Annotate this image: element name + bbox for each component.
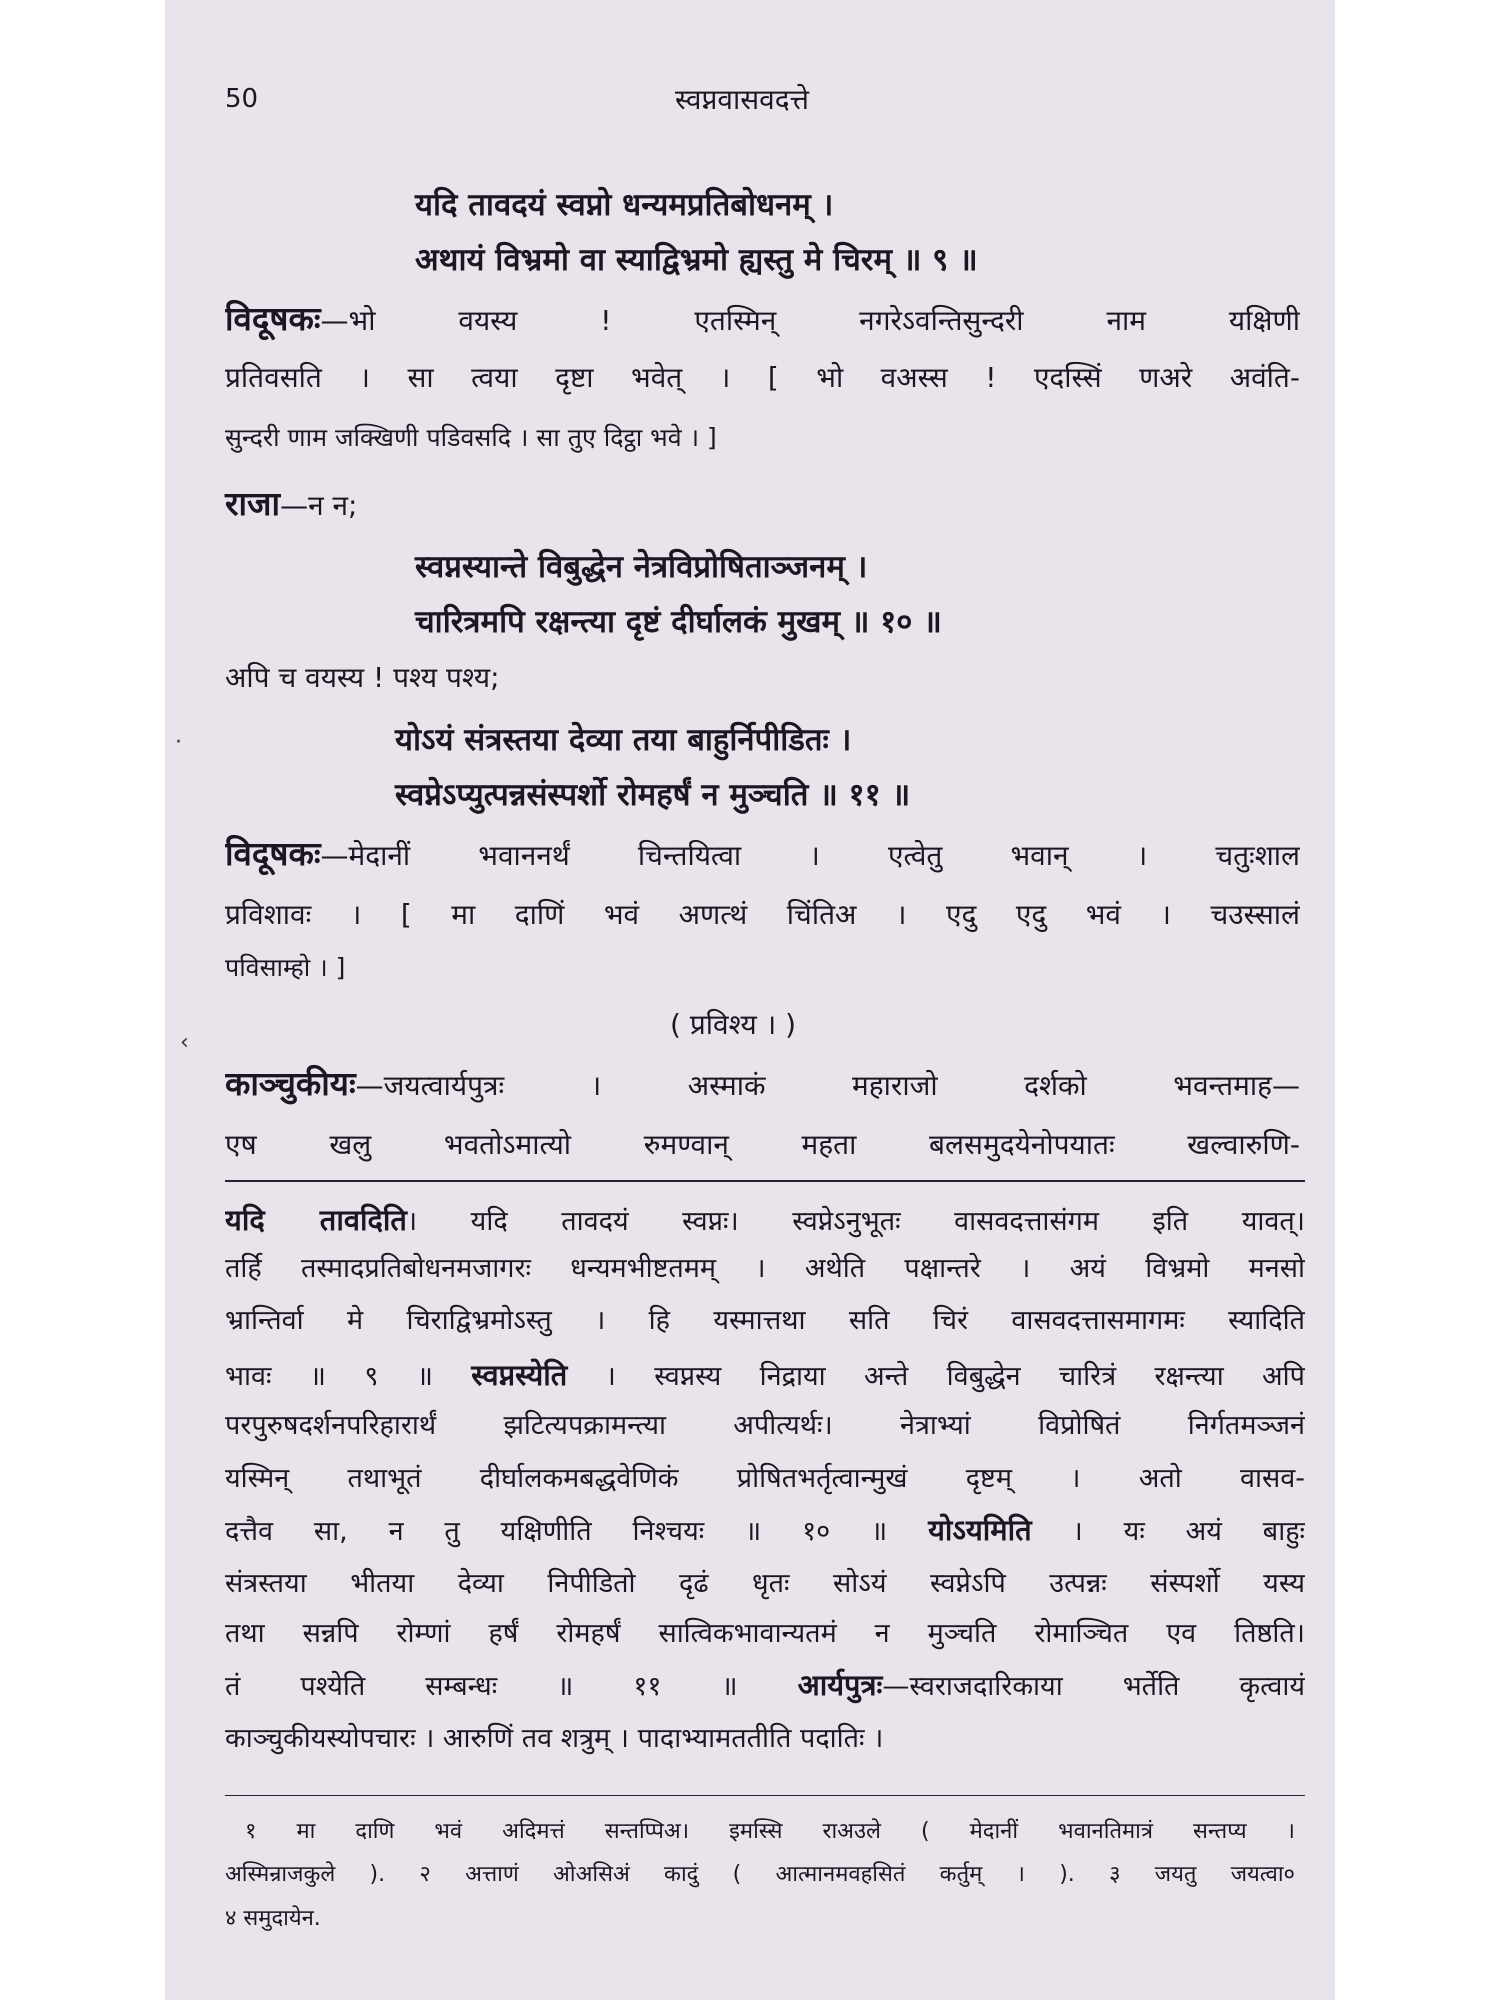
commentary-line <box>225 1355 1305 1394</box>
vidushaka-speech-1-line-2: प्रतिवसति । सा त्वया दृष्टा भवेत् । [ भो वअस्स ! एदस्सिं णअरे अवंति- <box>225 361 1300 394</box>
commentary-text: भावः ॥ ९ ॥ <box>225 1361 472 1392</box>
commentary-line <box>225 1665 1305 1704</box>
vidushaka-speech-1-line-1: विदूषकः—भो वयस्य ! एतस्मिन् नगरेऽवन्तिसुन्दरी नाम यक्षिणी <box>225 299 1300 338</box>
commentary-lemma: योऽयमिति <box>928 1513 1032 1547</box>
commentary-text: दत्तैव सा, न तु यक्षिणीति निश्चयः ॥ १० ॥ <box>225 1516 929 1547</box>
commentary-text: तर्हि तस्मादप्रतिबोधनमजागरः धन्यमभीष्टतमम् । अथेति पक्षान्तरे । अयं विभ्रमो मनसो <box>225 1253 1305 1284</box>
commentary-divider <box>225 1180 1305 1182</box>
verse-10-line-2: चारित्रमपि रक्षन्त्या दृष्टं दीर्घालकं मुखम् ॥ १० ॥ <box>415 604 942 640</box>
raja-speech: राजा—न न; <box>225 484 358 523</box>
commentary-text: परपुरुषदर्शनपरिहारार्थं झटित्यपक्रामन्त्या अपीत्यर्थः। नेत्राभ्यां विप्रोषितं निर्गतमञ्जनं <box>225 1410 1305 1441</box>
footnote-divider <box>225 1795 1305 1796</box>
commentary-text: संत्रस्तया भीतया देव्या निपीडितो दृढं धृतः सोऽयं स्वप्नेऽपि उत्पन्नः संस्पर्शो यस्य <box>225 1568 1305 1599</box>
commentary-text: । स्वप्नस्य निद्राया अन्ते विबुद्धेन चारित्रं रक्षन्त्या अपि <box>567 1361 1305 1392</box>
verse-10-line-1: स्वप्नस्यान्ते विबुद्धेन नेत्रविप्रोषिताञ्जनम् । <box>415 549 868 585</box>
commentary-text: । यः अयं बाहुः <box>1031 1516 1305 1547</box>
vidushaka-speech-2-line-2: प्रविशावः । [ मा दाणिं भवं अणत्थं चिंतिअ । एदु एदु भवं । चउस्सालं <box>225 898 1300 931</box>
commentary-line <box>225 1510 1305 1549</box>
commentary-text: काञ्चुकीयस्योपचारः । आरुणिं तव शत्रुम् । पादाभ्यामततीति पदातिः । <box>225 1723 884 1754</box>
commentary-line <box>225 1563 1305 1600</box>
running-title: स्वप्नवासवदत्ते <box>675 83 809 116</box>
page-number: 50 <box>225 84 259 114</box>
commentary-lemma: आर्यपुत्रः <box>797 1668 883 1702</box>
margin-mark: · <box>175 730 182 755</box>
vidushaka-speech-2-line-3: पविसाम्हो । ] <box>225 953 346 982</box>
footnote-line-1: १ मा दाणि भवं अदिमत्तं सन्तप्पिअ। इमस्सि राअउले ( मेदानीं भवानतिमात्रं सन्तप्य । <box>245 1819 1295 1844</box>
api-ca-line: अपि च वयस्य ! पश्य पश्य; <box>225 661 500 694</box>
commentary-lemma: यदि तावदिति <box>225 1203 407 1237</box>
margin-mark-2: ‹ <box>180 1030 189 1055</box>
speaker-raja: राजा <box>225 484 281 523</box>
vidushaka-speech-1-line-3: सुन्दरी णाम जक्खिणी पडिवसदि । सा तुए दिट्ठा भवे । ] <box>225 423 717 452</box>
commentary-line <box>225 1613 1305 1650</box>
vidushaka-speech-2-line-1: विदूषकः—मेदानीं भवाननर्थं चिन्तयित्वा । एत्वेतु भवान् । चतुःशाल <box>225 834 1300 873</box>
verse-11-line-1: योऽयं संत्रस्तया देव्या तया बाहुर्निपीडितः । <box>395 722 852 758</box>
kanchukiya-speech-line-2: एष खलु भवतोऽमात्यो रुमण्वान् महता बलसमुदयेनोपयातः खल्वारुणि- <box>225 1128 1300 1161</box>
commentary-text: —स्वराजदारिकाया भर्तेति कृत्वायं <box>882 1671 1305 1702</box>
verse-11-line-2: स्वप्नेऽप्युत्पन्नसंस्पर्शो रोमहर्षं न मुञ्चति ॥ ११ ॥ <box>395 777 911 813</box>
commentary-line <box>225 1405 1305 1442</box>
footnote-line-2: अस्मिन्राजकुले ). २ अत्ताणं ओअसिअं कादुं ( आत्मानमवहसितं कर्तुम् । ). ३ जयतु जयत्वा० <box>225 1862 1295 1887</box>
commentary-line <box>225 1200 1305 1239</box>
speaker-kanchukiya: काञ्चुकीयः <box>225 1064 356 1103</box>
commentary-text: यस्मिन् तथाभूतं दीर्घालकमबद्धवेणिकं प्रोषितभर्तृत्वान्मुखं दृष्टम् । अतो वासव- <box>225 1463 1305 1494</box>
commentary-text: । यदि तावदयं स्वप्नः। स्वप्नेऽनुभूतः वासवदत्तासंगम इति यावत्। <box>406 1206 1305 1237</box>
commentary-text: भ्रान्तिर्वा मे चिराद्विभ्रमोऽस्तु । हि यस्मात्तथा सति चिरं वासवदत्तासमागमः स्यादिति <box>225 1305 1305 1336</box>
commentary-line <box>225 1458 1305 1495</box>
commentary-lemma: स्वप्नस्येति <box>471 1358 568 1392</box>
stage-direction: ( प्रविश्य । ) <box>670 1008 797 1041</box>
commentary-line <box>225 1718 1305 1755</box>
footnote-line-3: ४ समुदायेन. <box>225 1906 321 1931</box>
speaker-vidushaka: विदूषकः <box>225 299 321 338</box>
commentary-text: तं पश्येति सम्बन्धः ॥ ११ ॥ <box>225 1671 798 1702</box>
kanchukiya-speech-line-1: काञ्चुकीयः—जयत्वार्यपुत्रः । अस्माकं महाराजो दर्शको भवन्तमाह— <box>225 1064 1300 1103</box>
commentary-line <box>225 1248 1305 1285</box>
book-page <box>165 0 1335 2000</box>
verse-9-line-1: यदि तावदयं स्वप्नो धन्यमप्रतिबोधनम् । <box>415 187 834 223</box>
commentary-text: तथा सन्नपि रोम्णां हर्षं रोमहर्षं सात्विकभावान्यतमं न मुञ्चति रोमाञ्चित एव तिष्ठति। <box>225 1618 1305 1649</box>
commentary-line <box>225 1300 1305 1337</box>
speaker-vidushaka-2: विदूषकः <box>225 834 321 873</box>
verse-9-line-2: अथायं विभ्रमो वा स्याद्विभ्रमो ह्यस्तु मे चिरम् ॥ ९ ॥ <box>415 242 978 278</box>
